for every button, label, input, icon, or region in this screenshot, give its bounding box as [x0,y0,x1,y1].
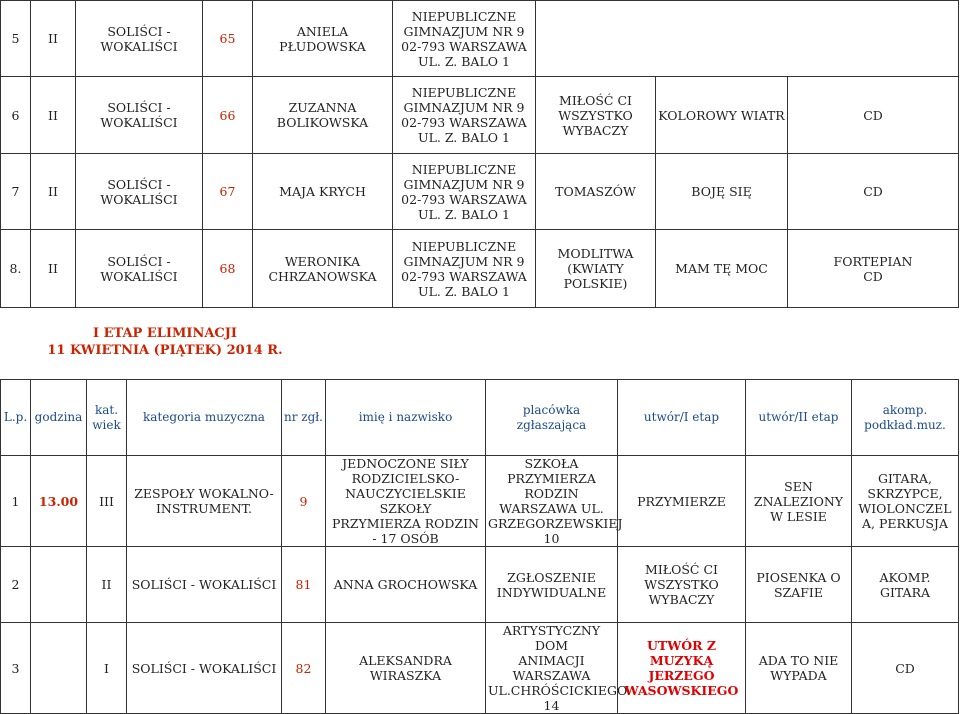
akomp-cell [852,547,959,623]
lp-cell-line: 1 [11,493,20,509]
utwor2-cell [746,547,852,623]
school-cell-line: 02-793 WARSZAWA [401,115,527,130]
lp-cell-line: 3 [11,660,20,676]
header-utwor1: utwór/I etap [618,380,746,456]
header-lp: L.p. [1,380,31,456]
utwor1-cell-line: PRZYMIERZE [637,493,726,509]
school-cell [486,547,618,623]
school-cell-line: UL. Z. BALO 1 [418,53,510,69]
nr-cell-line: 9 [299,493,308,509]
utwor1-cell-line: (KWIATY POLSKIE) [563,261,628,291]
lp-cell [1,547,31,623]
akomp-cell-line: AKOMP. [879,569,931,585]
competition-table-part1 [0,0,959,308]
category-cell-line: II [48,184,58,199]
kategoria-cell [76,154,203,230]
utwor2-cell [656,1,788,77]
kategoria-cell [127,456,282,547]
utwor1-cell-line: WSZYSTKO [558,107,633,123]
name-cell [253,230,393,308]
utwor2-cell-line: KOLOROWY WIATR [658,107,785,123]
time-cell [31,623,87,714]
utwor1-cell-line: UTWÓR Z [647,638,716,653]
akomp-cell-line: FORTEPIAN [833,253,913,269]
kategoria-cell-line: SOLIŚCI - WOKALIŚCI [100,100,178,130]
utwor2-cell-line: ADA TO NIE [758,653,839,668]
kategoria-cell [76,230,203,308]
header-kat [87,380,127,456]
nr-cell-line: 81 [295,577,312,592]
akomp-cell [788,154,959,230]
name-cell-line: RODZICIELSKO- [351,471,460,486]
akomp-cell-line: CD [863,107,883,123]
kategoria-cell [127,547,282,623]
lp-cell-line: 6 [11,107,20,123]
school-cell-line: 02-793 WARSZAWA [401,38,527,54]
akomp-cell-line: GITARA [879,584,931,600]
utwor1-cell-line: MUZYKĄ [649,653,714,668]
category-cell-line: II [101,577,112,592]
utwor1-cell [536,154,656,230]
name-cell [326,623,486,714]
kategoria-cell-line: SOLIŚCI - WOKALIŚCI [100,176,178,207]
name-cell-line: MAJA KRYCH [279,184,366,199]
nr-cell-line: 68 [219,261,236,276]
name-cell-line: NAUCZYCIELSKIE SZKOŁY [345,486,466,516]
header-placowka: placówka zgłaszająca [486,380,618,456]
name-cell [326,456,486,547]
category-cell-line: II [48,107,58,123]
category-cell [87,547,127,623]
name-cell [253,77,393,154]
utwor1-cell-line: TOMASZÓW [555,184,636,199]
stage-date: 11 KWIETNIA (PIĄTEK) 2014 R. [47,343,283,358]
utwor2-cell-line: SZAFIE [773,584,823,600]
school-cell-line: GIMNAZJUM NR 9 [403,23,525,39]
table-row [1,230,959,308]
stage-heading [0,325,330,359]
name-cell-line: ALEKSANDRA WIRASZKA [359,653,452,683]
utwor1-cell-line: WASOWSKIEGO [624,683,739,698]
utwor1-cell [618,456,746,547]
utwor2-cell-line: MAM TĘ MOC [675,261,768,276]
lp-cell [1,77,31,154]
header-godzina: godzina [31,380,87,456]
nr-cell-line: 66 [219,107,236,123]
utwor1-cell [536,77,656,154]
category-cell-line: II [48,261,58,276]
kategoria-cell [76,77,203,154]
lp-cell [1,1,31,77]
nr-cell-line: 82 [295,660,312,676]
name-cell [253,154,393,230]
akomp-cell [852,623,959,714]
table-row [1,623,959,714]
akomp-cell-line: A, PERKUSJA [862,516,948,531]
table-row [1,547,959,623]
akomp-cell-line: CD [863,268,883,284]
category-cell [31,154,76,230]
header-imie: imię i nazwisko [326,380,486,456]
utwor2-cell [656,154,788,230]
header-akomp [852,380,959,456]
header-kat-line2: wiek [92,417,121,432]
lp-cell [1,623,31,714]
utwor2-cell [746,456,852,547]
name-cell-line: ANIELA PŁUDOWSKA [279,23,366,54]
school-cell-line: ANIMACJI WARSZAWA [512,653,591,683]
name-cell-line: JEDNOCZONE SIŁY [342,456,469,471]
school-cell-line: ARTYSTYCZNY DOM [502,623,601,653]
table-row [1,1,959,77]
utwor1-cell [536,1,656,77]
name-cell-line: ANNA GROCHOWSKA [333,577,478,592]
utwor1-cell-line: MODLITWA [557,246,634,261]
utwor2-cell-line: BOJĘ SIĘ [691,184,752,199]
lp-cell [1,456,31,547]
name-cell-line: PRZYMIERZA RODZIN [332,516,479,531]
school-cell-line: 02-793 WARSZAWA [401,268,527,284]
lp-cell-line: 5 [11,31,20,46]
name-cell-line: - 17 OSÓB [372,531,439,546]
header-akomp-line1: akomp. [882,402,928,417]
nr-cell [203,1,253,77]
competition-table-part2 [0,379,959,714]
school-cell-line: INDYWIDUALNE [496,584,607,600]
kategoria-cell-line: SOLIŚCI - WOKALIŚCI [131,660,277,676]
utwor1-cell-line: WYBACZY [648,592,715,607]
table-row [1,77,959,154]
lp-cell [1,154,31,230]
kategoria-cell-line: INSTRUMENT. [155,501,253,516]
time-cell [31,547,87,623]
utwor2-cell-line: SEN ZNALEZIONY [753,478,844,509]
utwor2-cell-line: PIOSENKA O [756,569,841,585]
akomp-cell-line: WIOLONCZEL [858,501,952,516]
category-cell [87,623,127,714]
name-cell [253,1,393,77]
nr-cell-line: 65 [219,31,236,46]
table-row [1,456,959,547]
utwor1-cell-line: WYBACZY [562,122,629,138]
akomp-cell-line: CD [863,184,883,199]
category-cell [31,1,76,77]
school-cell-line: UL. Z. BALO 1 [418,206,510,222]
category-cell [87,456,127,547]
utwor1-cell-line: JERZEGO [648,668,715,683]
utwor2-cell-line: WYPADA [770,668,827,683]
school-cell-line: SZKOŁA PRZYMIERZA [507,456,596,486]
nr-cell [282,547,326,623]
header-kat-line1: kat. [94,402,119,417]
akomp-cell [788,230,959,308]
lp-cell-line: 7 [11,184,20,199]
kategoria-cell-line: SOLIŚCI - WOKALIŚCI [131,577,277,592]
lp-cell [1,230,31,308]
time-cell-line: 13.00 [38,493,79,509]
utwor1-cell-line: WSZYSTKO [644,577,719,592]
category-cell [31,77,76,154]
table-row [1,154,959,230]
school-cell-line: GIMNAZJUM NR 9 [403,100,525,115]
utwor1-cell [536,230,656,308]
kategoria-cell-line: ZESPOŁY WOKALNO- [134,486,274,501]
utwor1-cell [618,547,746,623]
school-cell-line: ZGŁOSZENIE [507,569,596,585]
school-cell-line: NIEPUBLICZNE [411,161,517,177]
utwor2-cell-line: W LESIE [770,508,827,524]
school-cell [393,154,536,230]
header-akomp-line2: podkład.muz. [864,417,946,432]
school-cell [486,456,623,547]
utwor1-cell-line: MIŁOŚĆ CI [559,92,632,108]
lp-cell-line: 8. [9,261,22,276]
utwor1-cell [618,623,746,714]
name-cell [326,547,486,623]
school-cell-line: 02-793 WARSZAWA [401,191,527,207]
school-cell-line: NIEPUBLICZNE [411,8,517,24]
nr-cell [203,230,253,308]
utwor2-cell [746,623,852,714]
category-cell-line: I [104,660,109,676]
utwor2-cell [656,77,788,154]
kategoria-cell-line: SOLIŚCI - WOKALIŚCI [100,23,178,54]
nr-cell [203,77,253,154]
school-cell-line: NIEPUBLICZNE [411,238,517,254]
school-cell [393,77,536,154]
akomp-cell-line: GITARA, [877,471,933,486]
school-cell-line: GIMNAZJUM NR 9 [403,253,525,269]
utwor2-cell [656,230,788,308]
akomp-cell [852,456,959,547]
category-cell-line: II [48,31,58,46]
nr-cell [203,154,253,230]
akomp-cell [788,1,959,77]
header-utwor2: utwór/II etap [746,380,852,456]
school-cell-line: UL. Z. BALO 1 [418,283,510,299]
akomp-cell-line: SKRZYPCE, [867,486,943,501]
nr-cell-line: 67 [219,184,236,199]
kategoria-cell [127,623,282,714]
school-cell-line: UL. Z. BALO 1 [418,130,510,145]
school-cell-line: GIMNAZJUM NR 9 [403,176,525,192]
kategoria-cell [76,1,203,77]
school-cell [393,1,536,77]
name-cell-line: WERONIKA CHRZANOWSKA [268,253,377,284]
header-kategoria: kategoria muzyczna [127,380,282,456]
header-row [1,380,959,456]
stage-title: I ETAP ELIMINACJI [92,326,237,341]
kategoria-cell-line: SOLIŚCI - WOKALIŚCI [100,253,178,284]
akomp-cell [788,77,959,154]
name-cell-line: ZUZANNA BOLIKOWSKA [276,100,369,130]
school-cell-line: UL.CHRÓŚCICKIEGO 14 [488,683,628,713]
nr-cell [282,456,326,547]
category-cell [31,230,76,308]
utwor1-cell-line: MIŁOŚĆ CI [645,562,718,577]
header-nr: nr zgł. [282,380,326,456]
time-cell [31,456,87,547]
akomp-cell-line: CD [895,660,915,676]
school-cell-line: GRZEGORZEWSKIEJ 10 [488,516,623,546]
school-cell-line: NIEPUBLICZNE [411,85,517,100]
category-cell-line: III [99,493,114,509]
school-cell-line: RODZIN WARSZAWA UL. [499,486,604,516]
school-cell [393,230,536,308]
school-cell [486,623,628,714]
nr-cell [282,623,326,714]
lp-cell-line: 2 [11,577,20,592]
